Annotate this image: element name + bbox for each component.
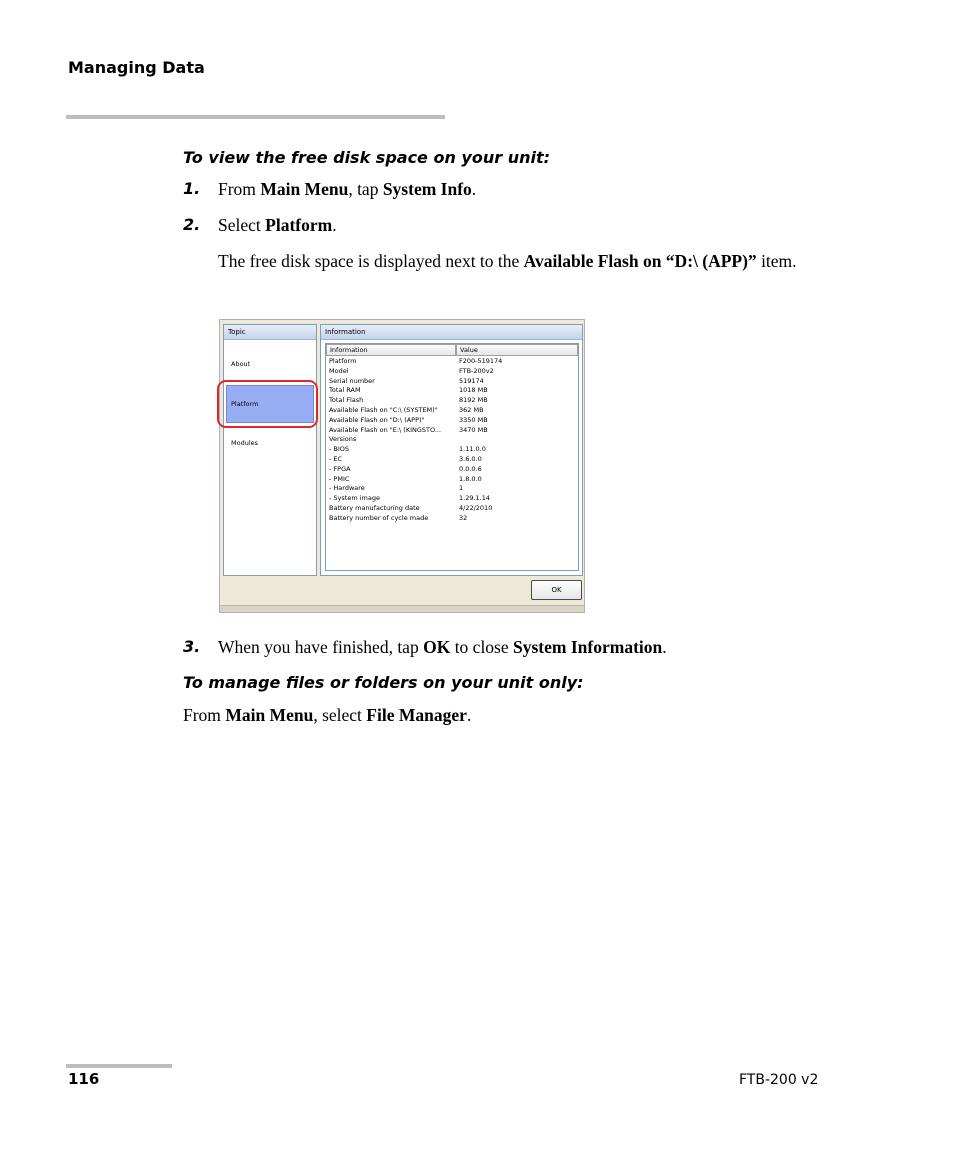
info-row[interactable] xyxy=(329,445,577,455)
info-row[interactable] xyxy=(329,396,577,406)
info-row-label: - Hardware xyxy=(329,484,365,493)
info-row-label: Battery manufacturing date xyxy=(329,503,420,512)
information-pane xyxy=(320,324,583,576)
footer-rule xyxy=(66,1064,172,1068)
info-row-value: 4/22/2010 xyxy=(459,503,493,512)
info-row[interactable] xyxy=(329,377,577,387)
info-row[interactable] xyxy=(329,386,577,396)
info-row-value: 519174 xyxy=(459,376,484,385)
system-info-screenshot xyxy=(219,319,585,613)
info-row-label: Battery number of cycle made xyxy=(329,513,429,522)
header-rule xyxy=(66,115,445,119)
info-row[interactable] xyxy=(329,484,577,494)
info-row[interactable] xyxy=(329,367,577,377)
product-name: FTB-200 v2 xyxy=(739,1072,819,1088)
info-row[interactable] xyxy=(329,357,577,367)
info-row[interactable] xyxy=(329,494,577,504)
info-row-label: Model xyxy=(329,366,349,375)
info-row-label: Available Flash on "E:\ (KINGSTO... xyxy=(329,425,442,434)
info-row[interactable] xyxy=(329,504,577,514)
ok-button[interactable]: OK xyxy=(531,580,582,600)
info-row[interactable] xyxy=(329,406,577,416)
info-row-value: F200-519174 xyxy=(459,357,503,365)
info-row-value: 1018 MB xyxy=(459,386,488,395)
info-row-label: - EC xyxy=(329,454,343,463)
info-rows xyxy=(329,357,577,524)
info-row-label: - System image xyxy=(329,494,380,503)
info-row-label: Total RAM xyxy=(329,386,361,395)
info-row-label: - BIOS xyxy=(329,445,350,454)
info-row-value: 0.0.0.6 xyxy=(459,464,482,473)
column-header-information[interactable]: Information xyxy=(326,344,456,356)
procedure-title-file-manager: To manage files or folders on your unit only: xyxy=(183,673,584,692)
info-row-label: Available Flash on "D:\ (APP)" xyxy=(329,415,425,424)
info-row[interactable] xyxy=(329,475,577,485)
info-row-value: FTB-200v2 xyxy=(459,366,494,375)
info-row-label: Serial number xyxy=(329,376,375,385)
topic-pane xyxy=(223,324,317,576)
topic-platform-label: Platform xyxy=(231,400,259,408)
info-row-label: Versions xyxy=(329,435,357,444)
info-row-value: 362 MB xyxy=(459,405,484,414)
info-row-value: 1.29.1.14 xyxy=(459,494,491,503)
highlight-circle xyxy=(217,380,318,428)
information-header: Information xyxy=(321,325,582,340)
info-row-value: 32 xyxy=(459,513,468,522)
info-row-label: - PMIC xyxy=(329,474,350,483)
topic-about[interactable]: About xyxy=(231,360,251,368)
step-number-1: 1. xyxy=(183,179,201,198)
status-bar xyxy=(220,605,584,612)
page-number: 116 xyxy=(68,1070,100,1088)
info-row[interactable] xyxy=(329,426,577,436)
info-row-label: - FPGA xyxy=(329,464,351,473)
topic-modules[interactable]: Modules xyxy=(231,439,259,447)
info-row-label: Available Flash on "C:\ (SYSTEM)" xyxy=(329,405,438,414)
info-row[interactable] xyxy=(329,455,577,465)
topic-header: Topic xyxy=(224,325,316,340)
info-row-label: Platform xyxy=(329,357,357,365)
info-row-value: 3350 MB xyxy=(459,415,488,424)
info-row[interactable] xyxy=(329,435,577,445)
step-2-text: Select Platform. xyxy=(218,215,337,235)
info-row-value: 3470 MB xyxy=(459,425,488,434)
procedure-title-disk-space: To view the free disk space on your unit: xyxy=(183,148,551,167)
info-row-value: 3.6.0.0 xyxy=(459,454,482,463)
step-number-3: 3. xyxy=(183,637,201,656)
file-manager-text: From Main Menu, select File Manager. xyxy=(183,705,472,725)
step-3-text: When you have finished, tap OK to close System Information. xyxy=(218,637,667,657)
info-row-label: Total Flash xyxy=(329,396,364,405)
free-space-note: The free disk space is displayed next to the Available Flash on “D:\ (APP)” item. xyxy=(218,251,797,271)
info-row-value: 1 xyxy=(459,484,464,493)
step-number-2: 2. xyxy=(183,215,201,234)
info-row[interactable] xyxy=(329,416,577,426)
column-header-value[interactable]: Value xyxy=(456,344,578,356)
information-list[interactable] xyxy=(325,343,579,571)
info-row-value: 8192 MB xyxy=(459,396,488,405)
step-1-text: From Main Menu, tap System Info. xyxy=(218,179,477,199)
info-row-value: 1.11.0.0 xyxy=(459,445,486,454)
info-row[interactable] xyxy=(329,514,577,524)
running-header: Managing Data xyxy=(68,58,205,77)
info-row-value: 1.8.0.0 xyxy=(459,474,482,483)
info-row[interactable] xyxy=(329,465,577,475)
